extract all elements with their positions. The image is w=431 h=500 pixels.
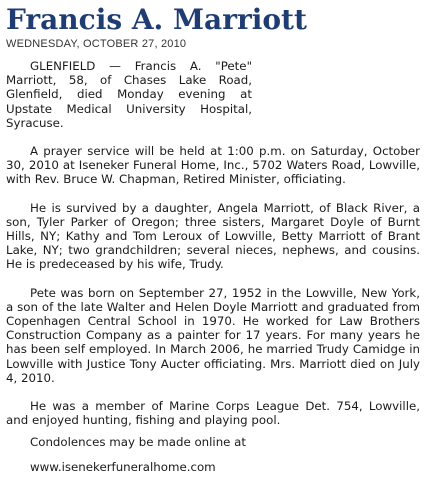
paragraph-condolences: Condolences may be made online at [30, 435, 247, 450]
paragraph-service-details: A prayer service will be held at 1:00 p.m. on Saturday, October 30, 2010 at Iseneker Funeral Home, Inc., 5702 Waters Road, Lowville, with Rev. Bruce W. Chapman, Retired Minister, officiating. [6, 144, 420, 187]
paragraph-death-notice: GLENFIELD — Francis A. "Pete" Marriott, 58, of Chases Lake Road, Glenfield, died Monday evening at Upstate Medical University Hospital, Syracuse. [6, 59, 252, 130]
dateline: WEDNESDAY, OCTOBER 27, 2010 [6, 38, 187, 50]
paragraph-biography: Pete was born on September 27, 1952 in the Lowville, New York, a son of the late Walter and Helen Doyle Marriott and graduated from Copenhagen Central School in 1970. He worked for Law Brothers Construction Company as a painter for 17 years. For many years he has been self employed. In March 2006, he married Trudy Camidge in Lowville with Justice Tony Aucter officiating. Mrs. Marriott died on July 4, 2010. [6, 285, 420, 385]
paragraph-interests: He was a member of Marine Corps League Det. 754, Lowville, and enjoyed hunting, fishing and playing pool. [6, 399, 420, 428]
headline: Francis A. Marriott [6, 3, 307, 36]
paragraph-survivors: He is survived by a daughter, Angela Marriott, of Black River, a son, Tyler Parker of Oregon; three sisters, Margaret Doyle of Burnt Hills, NY; Kathy and Tom Leroux of Lowville, Betty Marriott of Brant Lake, NY; two grandchildren; several nieces, nephews, and cousins. He is predeceased by his wife, Trudy. [6, 200, 420, 272]
obituary-article [6, 0, 426, 500]
funeral-home-website: www.isenekerfuneralhome.com [30, 459, 216, 474]
